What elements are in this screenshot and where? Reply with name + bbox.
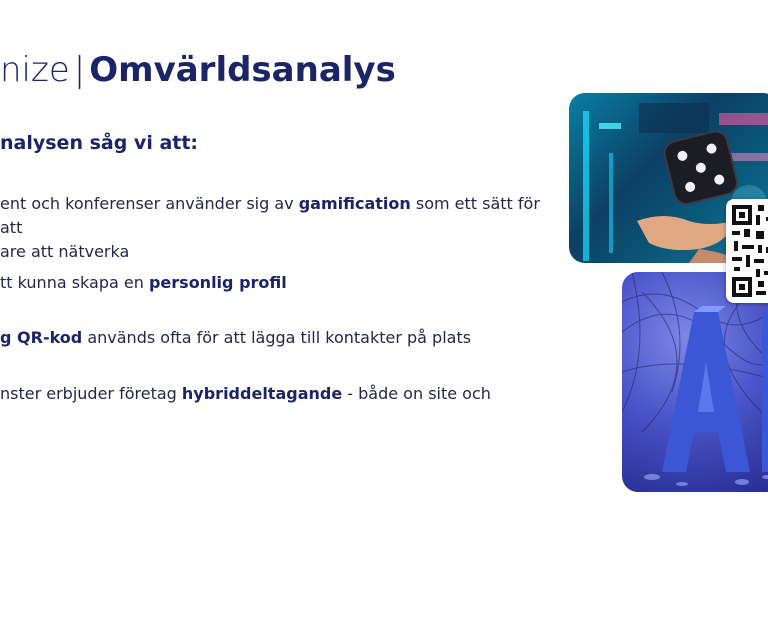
qr-code: [726, 199, 768, 303]
bullet-text: are att nätverka: [0, 242, 130, 261]
bullet-emphasis: g QR-kod: [0, 328, 83, 347]
title-separator: |: [73, 50, 86, 90]
bullet-text: nster erbjuder företag: [0, 384, 182, 403]
title-bold: Omvärldsanalys: [89, 50, 396, 90]
bullet-text: - både on site och: [342, 384, 491, 403]
bullet-emphasis: gamification: [298, 194, 411, 213]
title-light: nize: [0, 50, 70, 90]
bullet-text: som ett sätt för att: [0, 194, 540, 237]
intro-heading: nalysen såg vi att:: [0, 132, 199, 154]
ai-image: [622, 272, 768, 492]
bullet-emphasis: hybriddeltagande: [181, 384, 343, 403]
bullet-hybrid: [0, 382, 540, 406]
bullet-emphasis: personlig profil: [148, 273, 287, 292]
bullet-qr-code: [0, 326, 540, 350]
bullet-personal-profile: [0, 271, 540, 295]
bullet-text: ent och konferenser använder sig av: [0, 194, 299, 213]
qr-code-icon: [726, 199, 768, 303]
page-title: [0, 48, 396, 92]
bullet-gamification: [0, 192, 540, 264]
bullet-text: tt kunna skapa en: [0, 273, 149, 292]
ai-illustration: [622, 272, 768, 492]
bullet-text: används ofta för att lägga till kontakter på plats: [82, 328, 472, 347]
